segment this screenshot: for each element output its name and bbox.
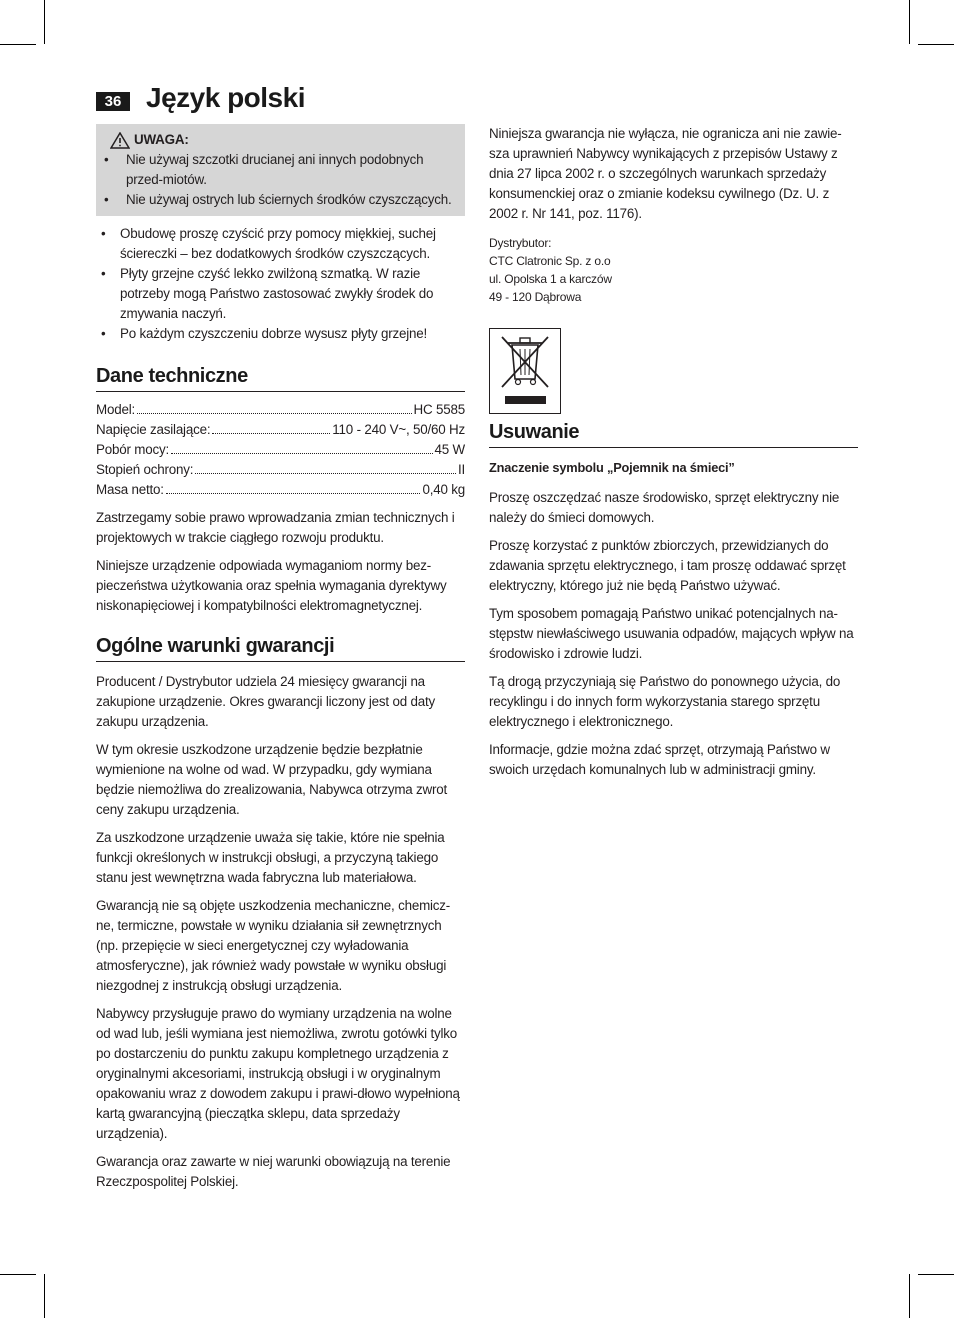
spec-label: Stopień ochrony: bbox=[96, 462, 194, 477]
spec-row bbox=[96, 440, 465, 460]
cleaning-item: • Po każdym czyszczeniu dobrze wysusz płyty grzejne! bbox=[96, 324, 465, 344]
crop-mark bbox=[909, 1274, 910, 1318]
distributor-line: ul. Opolska 1 a karczów bbox=[489, 272, 612, 286]
warranty-paragraph: W tym okresie uszkodzone urządzenie będzie bezpłatnie wymienione na wolne od wad. W przypadku, gdy wymiana będzie niemożliwa do zrealizowania, Nabywca otrzyma zwrot ceny zakupu urządzenia. bbox=[96, 742, 448, 817]
crop-mark bbox=[918, 44, 954, 45]
page-number: 36 bbox=[96, 92, 130, 111]
crop-mark bbox=[918, 1274, 954, 1275]
warning-item: • Nie używaj ostrych lub ściernych środków czyszczących. bbox=[104, 190, 457, 210]
warranty-paragraph: Gwarancja oraz zawarte w niej warunki obowiązują na terenie Rzeczpospolitej Polskiej. bbox=[96, 1154, 451, 1189]
disposal-paragraph: Proszę oszczędzać nasze środowisko, sprzęt elektryczny nie należy do śmieci domowych. bbox=[489, 490, 840, 525]
spec-list bbox=[96, 400, 465, 500]
spec-value: HC 5585 bbox=[413, 402, 465, 417]
disposal-paragraph: Tą drogą przyczyniają się Państwo do ponownego użycia, do recyklingu i do innych form wykorzystania starego sprzętu elektrycznego i elektronicznego. bbox=[489, 674, 841, 729]
spec-row bbox=[96, 460, 465, 480]
spec-label: Model: bbox=[96, 402, 135, 417]
warranty-paragraph: Za uszkodzone urządzenie uważa się takie, które nie spełnia funkcji określonych w instrukcji obsługi, a przyczyną takiego stanu jest wewnętrzna wada fabryczna lub materiałowa. bbox=[96, 830, 445, 885]
disposal-paragraph: Informacje, gdzie można zdać sprzęt, otrzymają Państwo w swoich urzędach komunalnych lub w administracji gminy. bbox=[489, 742, 830, 777]
warranty-continuation: Niniejsza gwarancja nie wyłącza, nie ogranicza ani nie zawie-sza uprawnień Nabywcy wynikających z przepisów Ustawy z dnia 27 lipca 2002 r. o szczególnych warunkach sprzedaży konsumenckiej oraz o zmianie kodeksu cywilnego (Dz. U. z 2002 r. Nr 141, poz. 1176). bbox=[489, 126, 842, 221]
distributor-line: 49 - 120 Dąbrowa bbox=[489, 290, 582, 304]
cleaning-item: • Obudowę proszę czyścić przy pomocy miękkiej, suchej ściereczki – bez dodatkowych środków czyszczących. bbox=[96, 224, 465, 264]
warranty-paragraph: Gwarancją nie są objęte uszkodzenia mechaniczne, chemicz-ne, termiczne, powstałe w wyniku działania sił zewnętrznych (np. przepięcie w sieci energetycznej czy wyładowania atmosferyczne), jak również wady powstałe w wyniku obsługi niezgodnej z instrukcją obsługi urządzenia. bbox=[96, 898, 451, 993]
distributor-block bbox=[489, 234, 858, 306]
warning-header bbox=[104, 130, 457, 150]
spec-value: 0,40 kg bbox=[422, 482, 465, 497]
right-column bbox=[489, 124, 858, 788]
spec-value: II bbox=[457, 462, 465, 477]
disposal-paragraph: Tym sposobem pomagają Państwo unikać potencjalnych na-stępstw niewłaściwego usuwania odpadów, mających wpływ na środowisko i zdrowie ludzi. bbox=[489, 606, 854, 661]
warning-triangle-icon bbox=[110, 132, 130, 149]
warning-label: UWAGA: bbox=[134, 132, 189, 147]
spec-label: Napięcie zasilające: bbox=[96, 422, 211, 437]
spec-label: Pobór mocy: bbox=[96, 442, 169, 457]
tech-paragraph: Zastrzegamy sobie prawo wprowadzania zmian technicznych i projektowych w trakcie ciągłego rozwoju produktu. bbox=[96, 510, 455, 545]
crossed-out-bin-icon bbox=[489, 328, 561, 414]
cleaning-list bbox=[96, 224, 465, 344]
warranty-paragraph: Nabywcy przysługuje prawo do wymiany urządzenia na wolne od wad lub, jeśli wymiana jest niemożliwa, zwrotu gotówki tylko po dostarczeniu do punktu zakupu kompletnego urządzenia z oryginalnymi akcesoriami, instrukcją obsługi i w oryginalnym opakowaniu wraz z dowodem zakupu i prawi-dłowo wypełnioną kartą gwarancyjną (pieczątka sklepu, data sprzedaży urządzenia). bbox=[96, 1006, 460, 1141]
page-title: Język polski bbox=[146, 82, 305, 113]
warning-box bbox=[96, 124, 465, 216]
spec-row bbox=[96, 420, 465, 440]
distributor-line: Dystrybutor: bbox=[489, 236, 552, 250]
spec-value: 110 - 240 V~, 50/60 Hz bbox=[332, 422, 465, 437]
crop-mark bbox=[44, 0, 45, 44]
spec-label: Masa netto: bbox=[96, 482, 164, 497]
distributor-line: CTC Clatronic Sp. z o.o bbox=[489, 254, 611, 268]
spec-row bbox=[96, 480, 465, 500]
crop-mark bbox=[0, 1274, 36, 1275]
disposal-heading: Usuwanie bbox=[489, 422, 858, 448]
cleaning-item: • Płyty grzejne czyść lekko zwilżoną szmatką. W razie potrzeby mogą Państwo zastosować zwykły środek do zmywania naczyń. bbox=[96, 264, 465, 324]
disposal-paragraph: Proszę korzystać z punktów zbiorczych, przewidzianych do zdawania sprzętu elektrycznego, i tam proszę oddawać sprzęt elektryczny, którego już nie będą Państwo używać. bbox=[489, 538, 846, 593]
warranty-heading: Ogólne warunki gwarancji bbox=[96, 636, 465, 662]
warranty-paragraph: Producent / Dystrybutor udziela 24 miesięcy gwarancji na zakupione urządzenie. Okres gwarancji liczony jest od daty zakupu urządzenia. bbox=[96, 674, 435, 729]
tech-paragraph: Niniejsze urządzenie odpowiada wymaganiom normy bez-pieczeństwa użytkowania oraz spełnia wymagania dyrektywy niskonapięciowej i kompatybilności elektromagnetycznej. bbox=[96, 558, 447, 613]
crop-mark bbox=[44, 1274, 45, 1318]
disposal-subheading: Znaczenie symbolu „Pojemnik na śmieci” bbox=[489, 460, 735, 475]
tech-heading: Dane techniczne bbox=[96, 366, 465, 392]
spec-row bbox=[96, 400, 465, 420]
left-column bbox=[96, 124, 465, 1200]
warning-item: • Nie używaj szczotki drucianej ani innych podobnych przed-miotów. bbox=[104, 150, 457, 190]
warning-list bbox=[104, 150, 457, 210]
crop-mark bbox=[0, 44, 36, 45]
spec-value: 45 W bbox=[434, 442, 465, 457]
crop-mark bbox=[909, 0, 910, 44]
